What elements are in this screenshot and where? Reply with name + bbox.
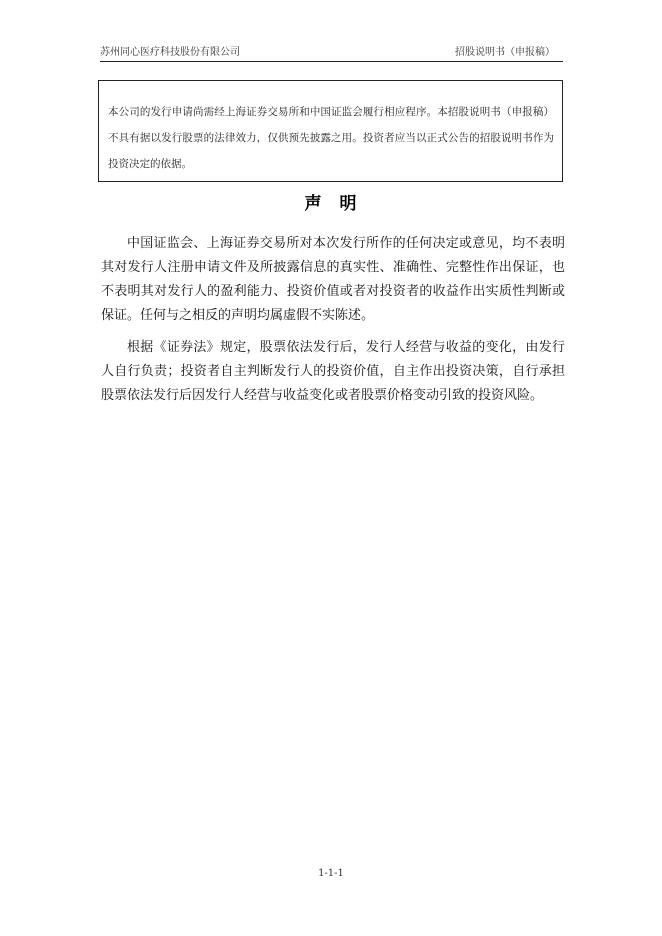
company-name: 苏州同心医疗科技股份有限公司 [100, 47, 240, 58]
page-header [100, 44, 563, 62]
notice-box [98, 80, 563, 182]
declaration-title: 声明 [304, 194, 375, 214]
declaration-body [101, 232, 565, 416]
declaration-paragraph: 根据《证券法》规定，股票依法发行后，发行人经营与收益的变化，由发行人自行负责；投资者自主判断发行人的投资价值，自主作出投资决策，自行承担股票依法发行后因发行人经营与收益变化或者股票价格变动引致的投资风险。 [101, 340, 565, 403]
declaration-paragraph: 中国证监会、上海证券交易所对本次发行所作的任何决定或意见，均不表明其对发行人注册申请文件及所披露信息的真实性、准确性、完整性作出保证，也不表明其对发行人的盈利能力、投资价值或者对投资者的收益作出实质性判断或保证。任何与之相反的声明均属虚假不实陈述。 [101, 236, 565, 323]
page-number: 1-1-1 [318, 868, 344, 879]
notice-text: 本公司的发行申请尚需经上海证券交易所和中国证监会履行相应程序。本招股说明书（申报稿）不具有据以发行股票的法律效力，仅供预先披露之用。投资者应当以正式公告的招股说明书作为投资决定的依据。 [108, 106, 554, 170]
document-title: 招股说明书（申报稿） [455, 47, 555, 58]
